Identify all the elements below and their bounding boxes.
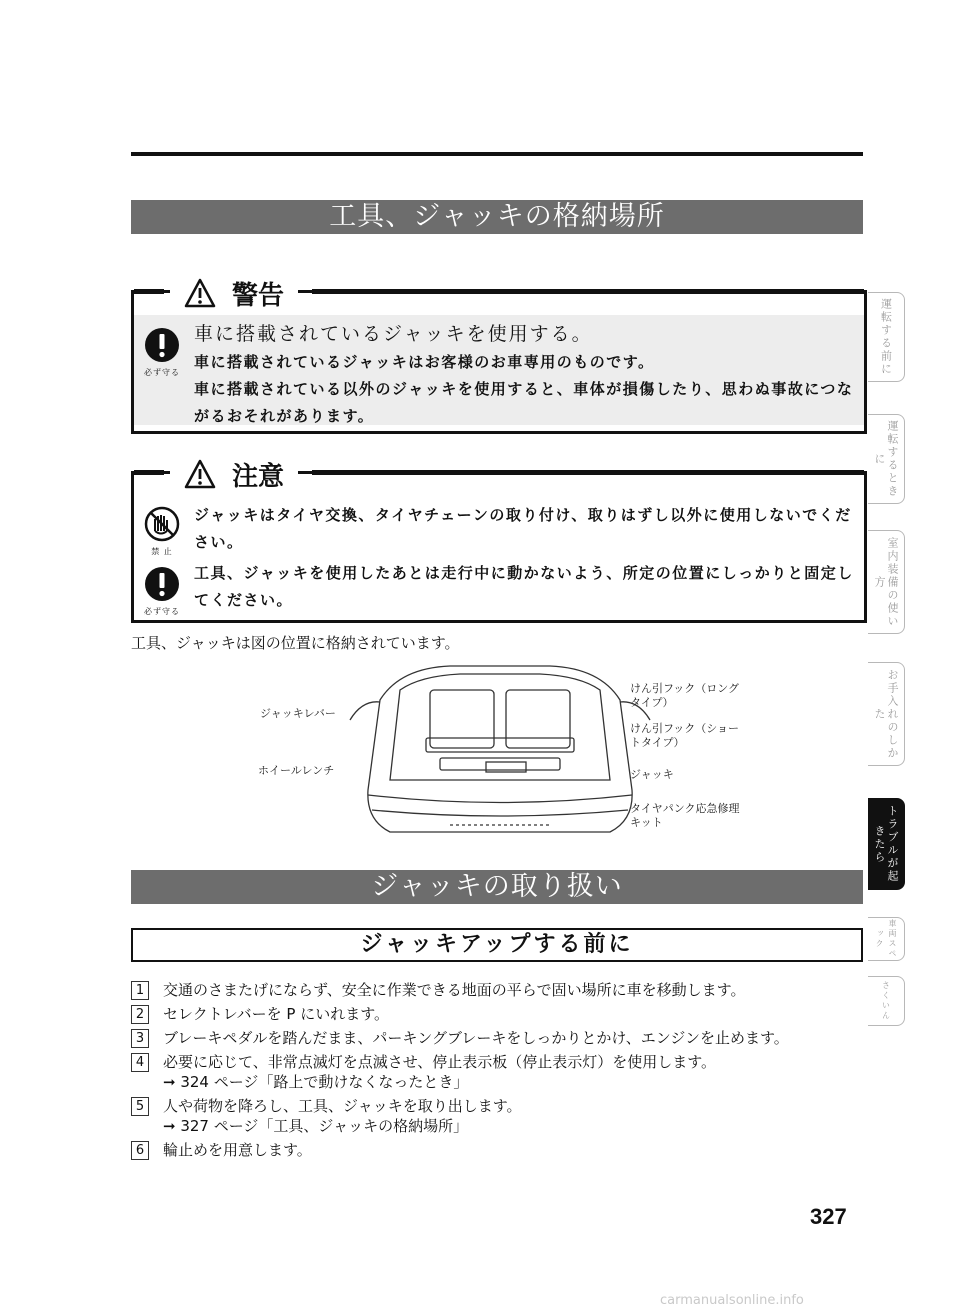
chapter-tab-label: さくいん [881,981,891,1021]
step-item [131,1140,871,1160]
caution-triangle-icon [184,459,216,489]
callout-jack-lever: ジャッキレバー [260,707,336,720]
step-number: 3 [131,1029,149,1048]
exclamation-circle-icon [144,566,180,602]
chapter-tab-label: お手入れのしかた [873,668,899,760]
step-text: ブレーキペダルを踏んだまま、パーキングブレーキをしっかりとかけ、エンジンを止めます。 [163,1029,789,1047]
step-item [131,1096,871,1136]
chapter-tab-label: 運転する前に [879,298,893,376]
step-reference-link[interactable]: ➞ 324 ページ「路上で動けなくなったとき」 [163,1073,469,1091]
callout-jack: ジャッキ [630,768,674,781]
step-text: セレクトレバーを P にいれます。 [163,1005,390,1023]
step-reference-link[interactable]: ➞ 327 ページ「工具、ジャッキの格納場所」 [163,1117,469,1135]
caution-box [131,461,867,623]
storage-description: 工具、ジャッキは図の位置に格納されています。 [131,634,460,652]
step-list [131,980,871,1164]
prohibited-hand-icon [144,506,180,542]
warning-triangle-icon [184,278,216,308]
watermark: carmanualsonline.info [660,1293,804,1308]
step-number: 6 [131,1141,149,1160]
warning-line-1: 車に搭載されているジャッキはお客様のお車専用のものです。 [194,353,655,371]
step-item [131,1028,871,1048]
step-item [131,1052,871,1092]
step-text: 輪止めを用意します。 [163,1141,312,1159]
chapter-tab[interactable] [868,917,905,961]
section-title-storage: 工具、ジャッキの格納場所 [131,200,863,234]
subsection-before-jacking: ジャッキアップする前に [131,928,863,962]
warning-heading: 警告 [170,273,298,313]
chapter-tab[interactable] [868,662,905,766]
chapter-tab[interactable] [868,530,905,634]
mandatory-symbol-2: 必ず守る [142,566,182,617]
step-number: 2 [131,1005,149,1024]
step-item [131,980,871,1000]
top-rule [131,152,863,156]
step-text: 交通のさまたげにならず、安全に作業できる地面の平らで固い場所に車を移動します。 [163,981,746,999]
step-number: 1 [131,981,149,1000]
chapter-tab-label: トラブルが起きたら [873,805,899,883]
step-text: 必要に応じて、非常点滅灯を点滅させ、停止表示板（停止表示灯）を使用します。 [163,1053,717,1071]
page-number: 327 [810,1204,847,1229]
chapter-tab[interactable] [868,976,905,1026]
callout-hook-long: けん引フック（ロングタイプ） [630,682,740,709]
chapter-tab-label: 車両スペック [875,919,897,959]
cargo-area-figure [250,660,750,850]
prohibited-symbol: 禁 止 [142,506,182,557]
caution-heading: 注意 [170,454,298,494]
chapter-tab[interactable] [868,798,905,890]
step-number: 4 [131,1053,149,1072]
warning-lead: 車に搭載されているジャッキを使用する。 [194,323,593,345]
caution-item-1: ジャッキはタイヤ交換、タイヤチェーンの取り付け、取りはずし以外に使用しないでください。 [194,506,852,551]
section-title-jack-handling: ジャッキの取り扱い [131,870,863,904]
caution-item-2: 工具、ジャッキを使用したあとは走行中に動かないよう、所定の位置にしっかりと固定してください。 [194,564,854,609]
step-item [131,1004,871,1024]
warning-line-2: 車に搭載されている以外のジャッキを使用すると、車体が損傷したり、思わぬ事故につながるおそれがあります。 [194,380,854,425]
callout-repair-kit: タイヤパンク応急修理キット [630,802,740,829]
warning-box [131,280,867,434]
chapter-tab-label: 運転するときに [873,420,899,498]
mandatory-symbol: 必ず守る [142,327,182,378]
callout-wheel-wrench: ホイールレンチ [258,764,335,777]
chapter-tab-label: 室内装備の使い方 [873,536,899,628]
step-number: 5 [131,1097,149,1116]
callout-hook-short: けん引フック（ショートタイプ） [630,722,740,749]
chapter-tab[interactable] [868,414,905,504]
chapter-tab[interactable] [868,292,905,382]
step-text: 人や荷物を降ろし、工具、ジャッキを取り出します。 [163,1097,522,1115]
exclamation-circle-icon [144,327,180,363]
